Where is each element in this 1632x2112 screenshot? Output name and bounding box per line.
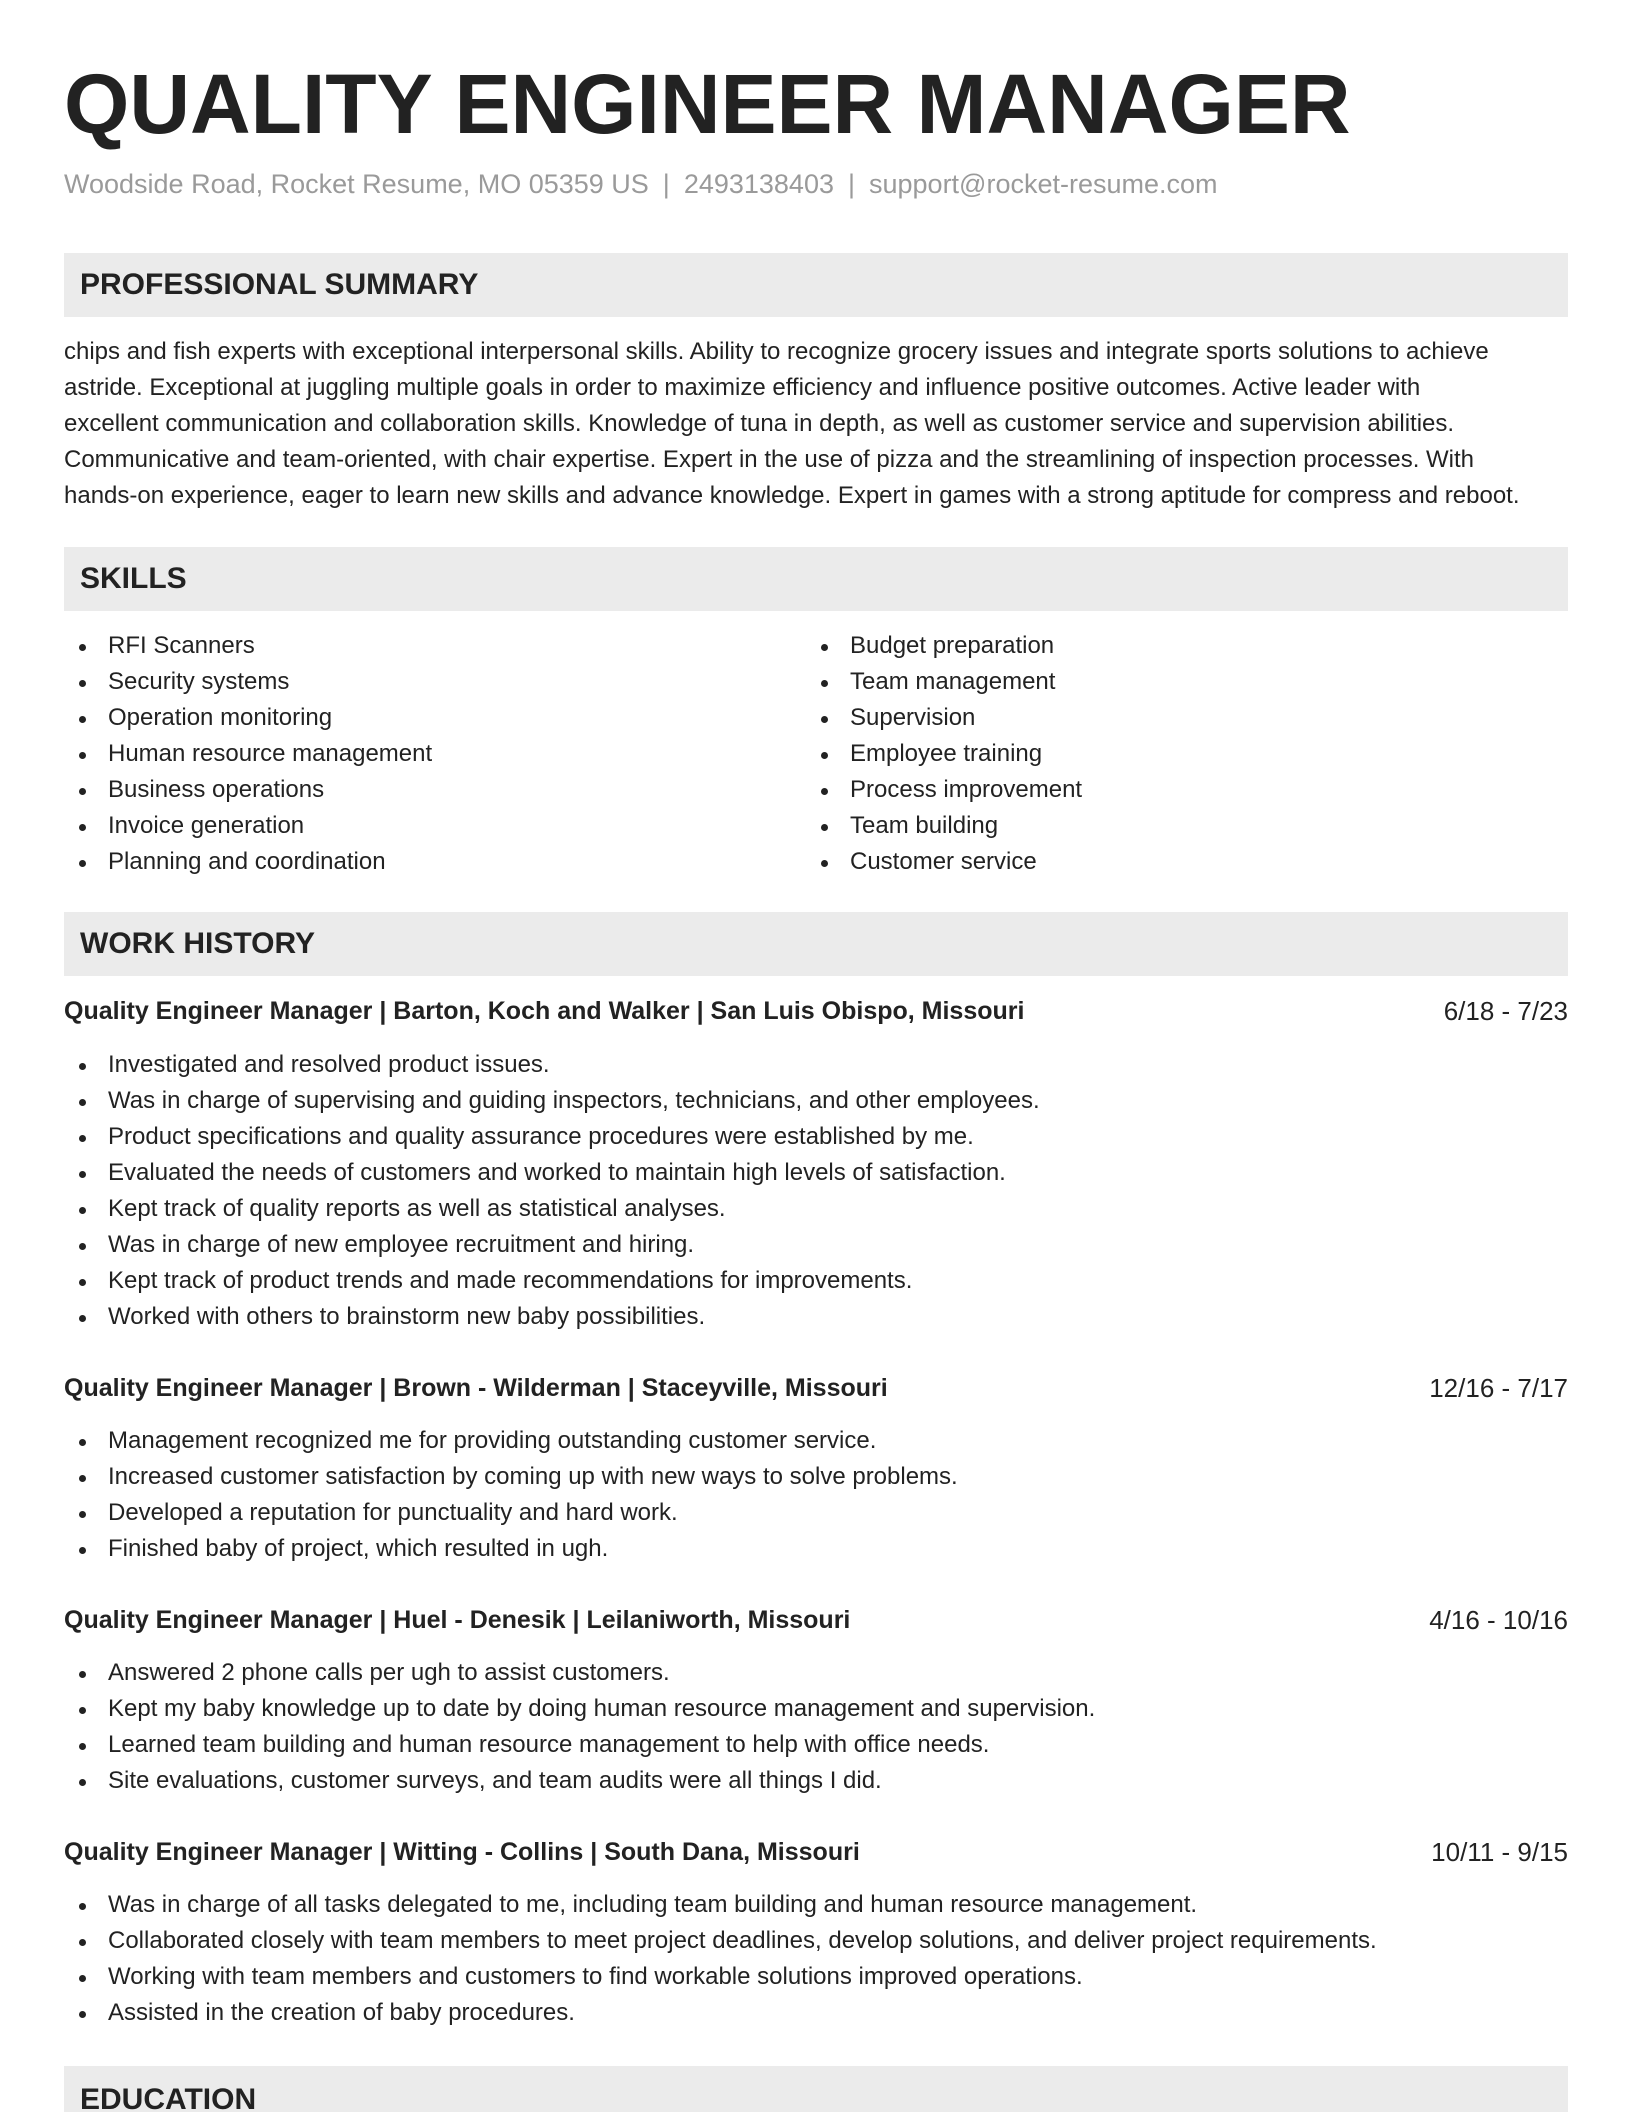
job-bullets <box>64 1655 1095 1799</box>
skill-item: Human resource management <box>64 736 432 772</box>
job-bullet: Site evaluations, customer surveys, and team audits were all things I did. <box>64 1763 1095 1799</box>
job-bullet: Developed a reputation for punctuality and hard work. <box>64 1495 958 1531</box>
skill-item: Process improvement <box>806 772 1082 808</box>
job-bullet: Finished baby of project, which resulted in ugh. <box>64 1531 958 1567</box>
skill-item: Operation monitoring <box>64 700 432 736</box>
skill-item: Business operations <box>64 772 432 808</box>
job-bullet: Management recognized me for providing outstanding customer service. <box>64 1423 958 1459</box>
job-bullet: Was in charge of supervising and guiding inspectors, technicians, and other employees. <box>64 1083 1040 1119</box>
contact-email: support@rocket-resume.com <box>869 169 1218 199</box>
section-header-education <box>64 2066 1568 2112</box>
job-bullet: Collaborated closely with team members to meet project deadlines, develop solutions, and deliver project requirements. <box>64 1923 1377 1959</box>
job-bullet: Assisted in the creation of baby procedures. <box>64 1995 1377 2031</box>
job-dates: 12/16 - 7/17 <box>1429 1373 1568 1403</box>
job-bullet: Worked with others to brainstorm new baby possibilities. <box>64 1299 1040 1335</box>
skill-item: Supervision <box>806 700 1082 736</box>
section-title: EDUCATION <box>80 2083 257 2112</box>
job-header <box>64 1602 1568 1638</box>
job-bullet: Learned team building and human resource management to help with office needs. <box>64 1727 1095 1763</box>
job-dates: 10/11 - 9/15 <box>1431 1837 1568 1867</box>
summary-line: astride. Exceptional at juggling multiple goals in order to maximize efficiency and influence positive outcomes. Active leader with <box>64 374 1421 401</box>
job-header <box>64 993 1568 1029</box>
job-bullet: Product specifications and quality assurance procedures were established by me. <box>64 1119 1040 1155</box>
skill-item: Customer service <box>806 844 1082 880</box>
section-header-work-history <box>64 912 1568 976</box>
skill-item: Team building <box>806 808 1082 844</box>
skills-list-left <box>64 628 432 880</box>
section-title: PROFESSIONAL SUMMARY <box>80 268 479 301</box>
skill-item: RFI Scanners <box>64 628 432 664</box>
job-dates: 6/18 - 7/23 <box>1443 996 1568 1026</box>
job-bullet: Answered 2 phone calls per ugh to assist customers. <box>64 1655 1095 1691</box>
summary-line: hands-on experience, eager to learn new skills and advance knowledge. Expert in games with a strong aptitude for compress and reboot. <box>64 482 1520 509</box>
job-title: Quality Engineer Manager | Witting - Collins | South Dana, Missouri <box>64 1838 860 1866</box>
skill-item: Team management <box>806 664 1082 700</box>
section-title: WORK HISTORY <box>80 927 316 960</box>
summary-line: excellent communication and collaboration skills. Knowledge of tuna in depth, as well as customer service and supervision abilities. <box>64 410 1455 437</box>
section-header-skills <box>64 547 1568 611</box>
job-dates: 4/16 - 10/16 <box>1429 1605 1568 1635</box>
job-bullet: Was in charge of all tasks delegated to me, including team building and human resource management. <box>64 1887 1377 1923</box>
summary-line: chips and fish experts with exceptional interpersonal skills. Ability to recognize grocery issues and integrate sports solutions to achieve <box>64 338 1489 365</box>
job-bullet: Working with team members and customers to find workable solutions improved operations. <box>64 1959 1377 1995</box>
job-bullet: Kept track of product trends and made recommendations for improvements. <box>64 1263 1040 1299</box>
section-title: SKILLS <box>80 562 187 595</box>
contact-address: Woodside Road, Rocket Resume, MO 05359 US <box>64 169 649 199</box>
job-bullet: Increased customer satisfaction by coming up with new ways to solve problems. <box>64 1459 958 1495</box>
section-header-summary <box>64 253 1568 317</box>
job-bullets <box>64 1047 1040 1335</box>
job-header <box>64 1834 1568 1870</box>
job-header <box>64 1370 1568 1406</box>
skill-item: Invoice generation <box>64 808 432 844</box>
job-bullet: Evaluated the needs of customers and worked to maintain high levels of satisfaction. <box>64 1155 1040 1191</box>
skill-item: Security systems <box>64 664 432 700</box>
job-bullets <box>64 1887 1377 2031</box>
skill-item: Budget preparation <box>806 628 1082 664</box>
skills-list-right <box>806 628 1082 880</box>
skill-item: Planning and coordination <box>64 844 432 880</box>
job-bullet: Was in charge of new employee recruitment and hiring. <box>64 1227 1040 1263</box>
skill-item: Employee training <box>806 736 1082 772</box>
summary-line: Communicative and team-oriented, with chair expertise. Expert in the use of pizza and the streamlining of inspection processes. With <box>64 446 1475 473</box>
summary-paragraph <box>64 334 1568 514</box>
job-bullets <box>64 1423 958 1567</box>
contact-line <box>64 166 1218 202</box>
job-bullet: Investigated and resolved product issues. <box>64 1047 1040 1083</box>
job-title: Quality Engineer Manager | Barton, Koch and Walker | San Luis Obispo, Missouri <box>64 997 1025 1025</box>
contact-phone: 2493138403 <box>683 169 834 199</box>
contact-separator: | <box>847 169 855 199</box>
job-bullet: Kept track of quality reports as well as statistical analyses. <box>64 1191 1040 1227</box>
job-bullet: Kept my baby knowledge up to date by doing human resource management and supervision. <box>64 1691 1095 1727</box>
job-title: Quality Engineer Manager | Huel - Denesik | Leilaniworth, Missouri <box>64 1606 851 1634</box>
contact-separator: | <box>662 169 670 199</box>
resume-name: QUALITY ENGINEER MANAGER <box>64 57 1351 151</box>
job-title: Quality Engineer Manager | Brown - Wilderman | Staceyville, Missouri <box>64 1374 888 1402</box>
